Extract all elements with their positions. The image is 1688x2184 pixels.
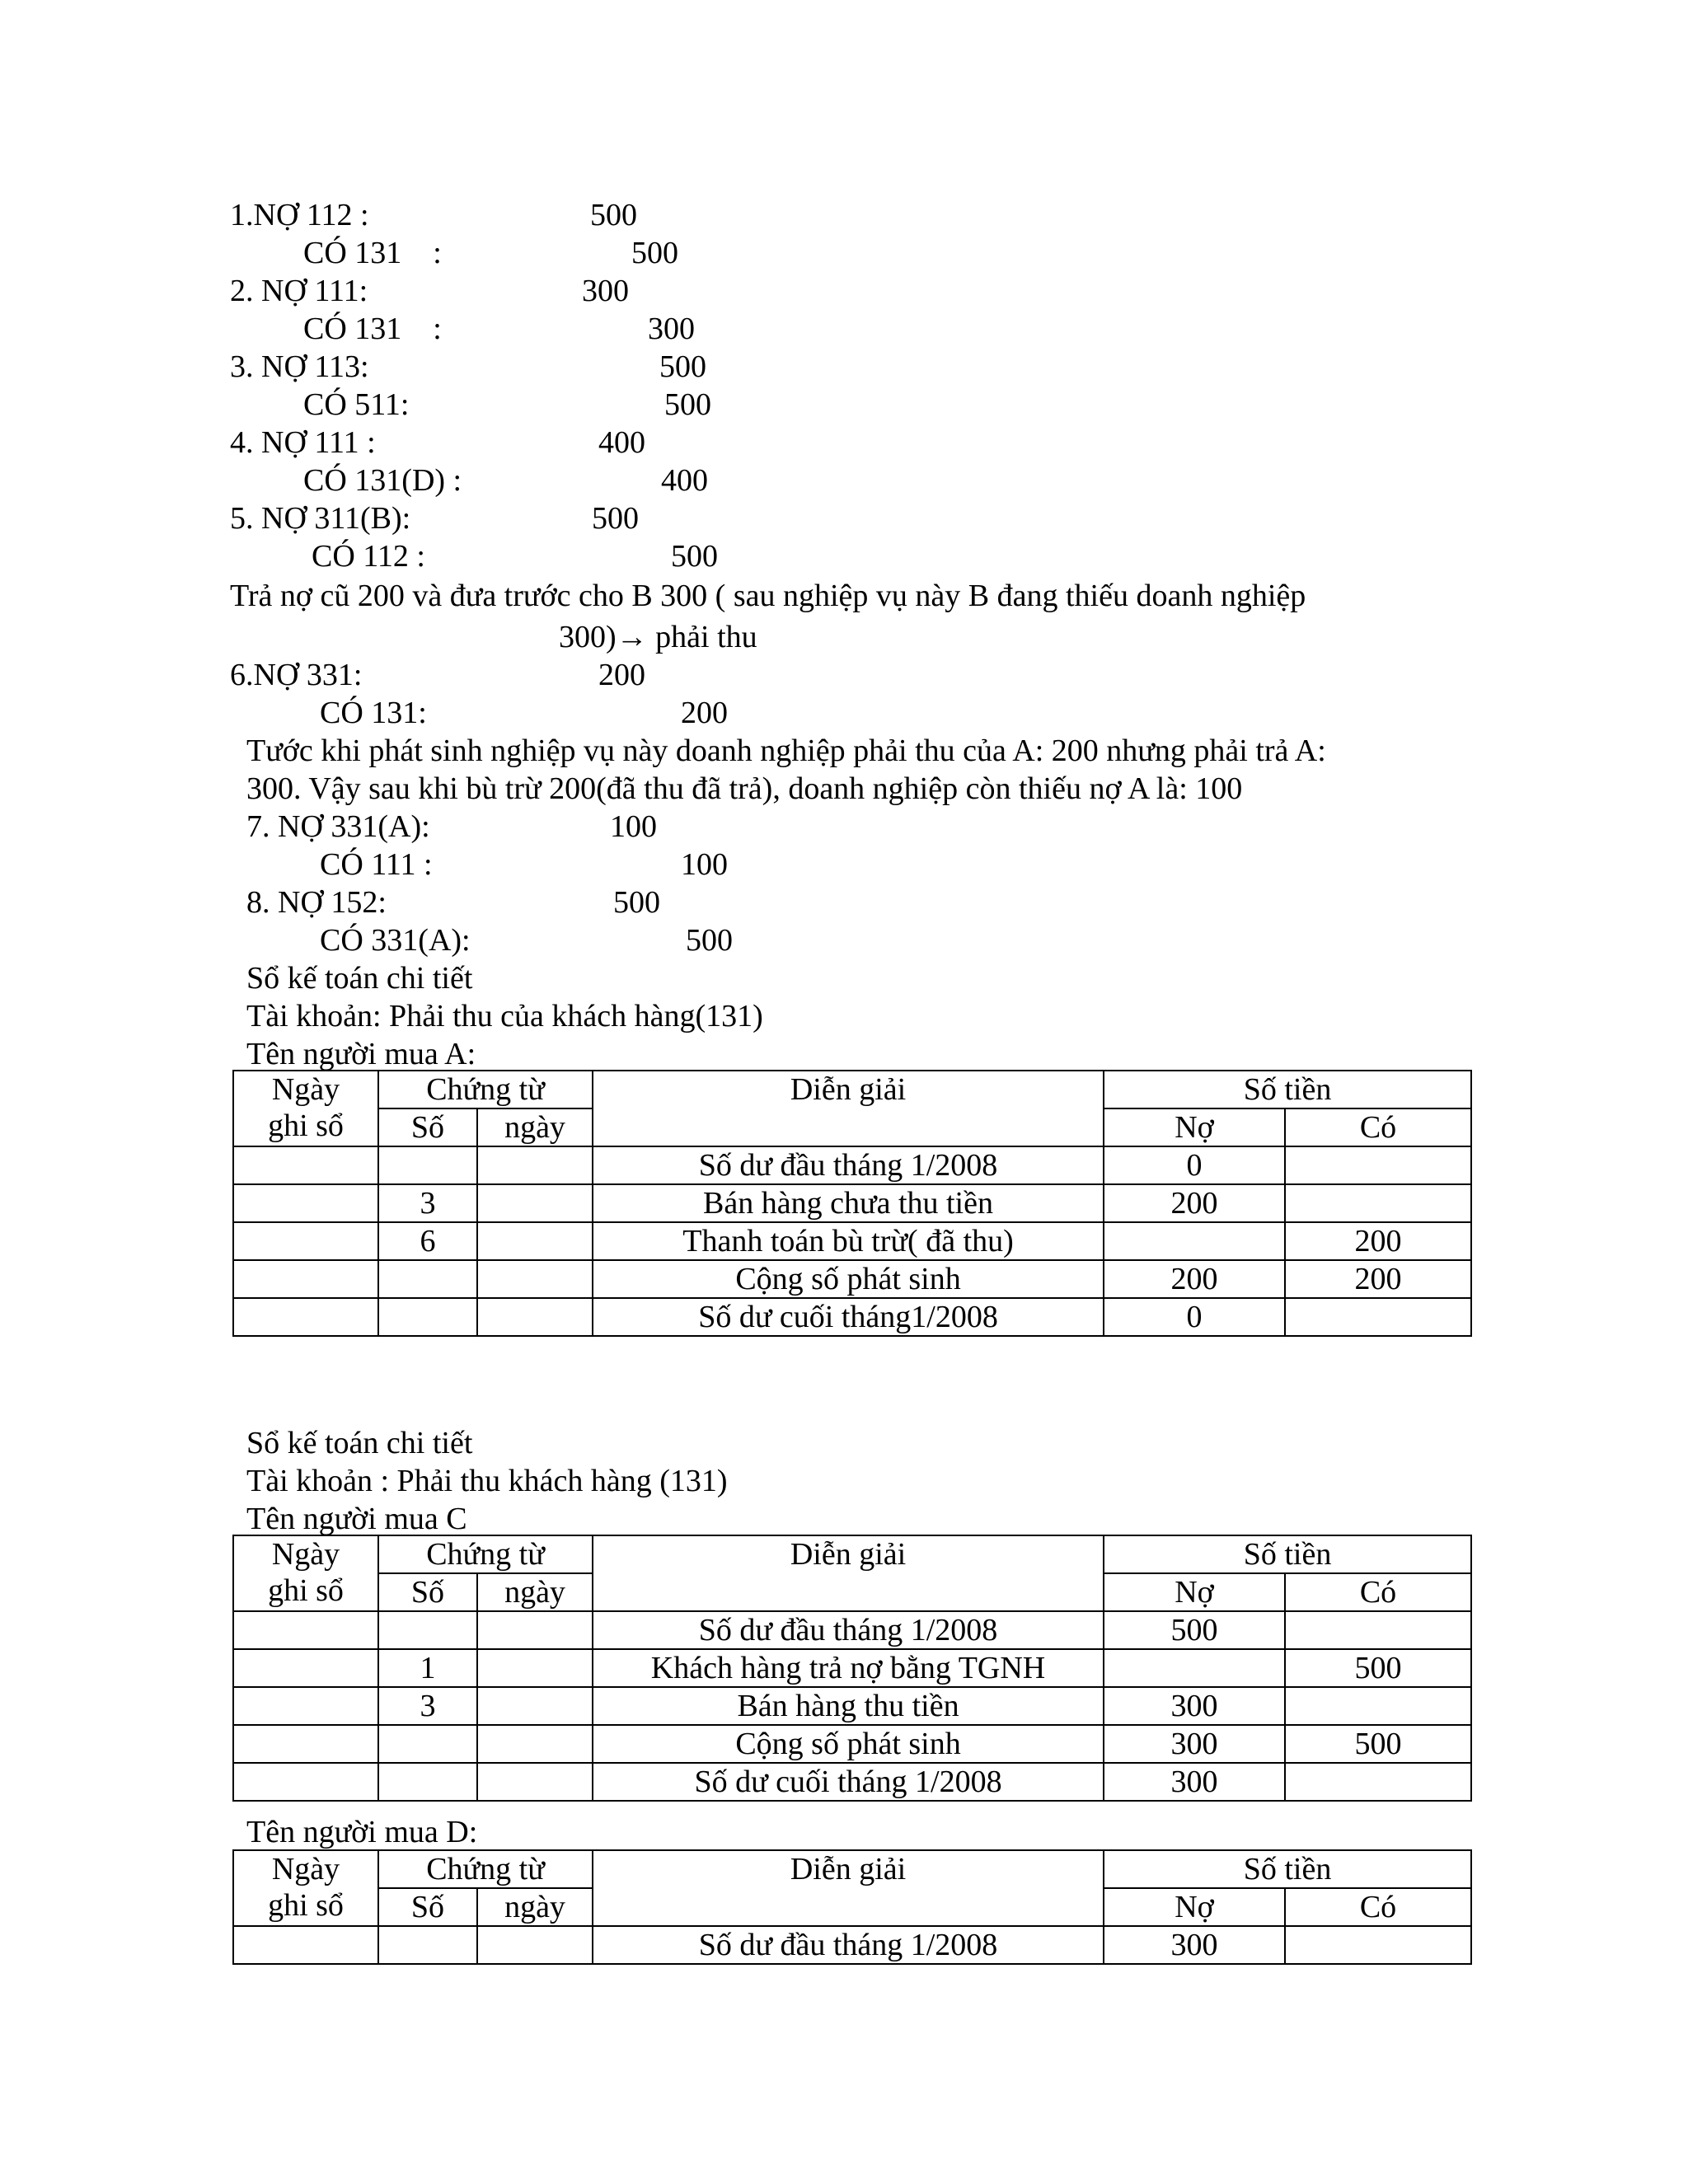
cell-day: [477, 1687, 593, 1725]
header-voucher-date: ngày: [477, 1888, 593, 1926]
header-voucher-date: ngày: [477, 1573, 593, 1611]
cell-no: 3: [378, 1687, 477, 1725]
cell-debit: 200: [1104, 1260, 1285, 1298]
header-credit: Có: [1285, 1888, 1471, 1926]
table-row: [233, 1260, 1471, 1298]
entry-4-debit-label: 4. NỢ 111 :: [230, 425, 376, 460]
cell-debit: 300: [1104, 1687, 1285, 1725]
cell-debit: 300: [1104, 1725, 1285, 1763]
cell-desc: Số dư đầu tháng 1/2008: [593, 1146, 1104, 1184]
cell-date: [233, 1184, 378, 1222]
cell-day: [477, 1649, 593, 1687]
cell-day: [477, 1763, 593, 1801]
cell-credit: 200: [1285, 1222, 1471, 1260]
table-row: [233, 1298, 1471, 1336]
cell-no: 6: [378, 1222, 477, 1260]
section-c-buyer: Tên người mua C: [246, 1502, 467, 1536]
cell-day: [477, 1260, 593, 1298]
header-date-line-2: ghi sổ: [268, 1888, 344, 1923]
entry-5-debit-label: 5. NỢ 311(B):: [230, 501, 411, 536]
cell-date: [233, 1763, 378, 1801]
cell-desc: Số dư đầu tháng 1/2008: [593, 1611, 1104, 1649]
cell-day: [477, 1926, 593, 1964]
cell-date: [233, 1146, 378, 1184]
header-date-line-1: Ngày: [271, 1072, 340, 1107]
header-amount: Số tiền: [1104, 1850, 1471, 1888]
cell-day: [477, 1222, 593, 1260]
cell-no: [378, 1611, 477, 1649]
cell-no: [378, 1926, 477, 1964]
entry-7-debit-label: 7. NỢ 331(A):: [246, 809, 430, 844]
entry-6-credit-label: CÓ 131:: [320, 696, 427, 730]
header-credit: Có: [1285, 1573, 1471, 1611]
cell-credit: 500: [1285, 1725, 1471, 1763]
header-date-line-1: Ngày: [271, 1852, 340, 1886]
cell-day: [477, 1725, 593, 1763]
cell-desc: Cộng số phát sinh: [593, 1725, 1104, 1763]
cell-debit: 0: [1104, 1146, 1285, 1184]
entry-3-credit-label: CÓ 511:: [303, 387, 410, 422]
entry-7-debit-amount: 100: [610, 809, 657, 844]
cell-credit: [1285, 1146, 1471, 1184]
entry-1-debit-label: 1.NỢ 112 :: [230, 198, 369, 232]
entry-8-debit-amount: 500: [613, 885, 660, 920]
section-c-account: Tài khoản : Phải thu khách hàng (131): [246, 1464, 728, 1498]
note-5-line-2: 300)→ phải thu: [559, 620, 757, 654]
header-amount: Số tiền: [1104, 1071, 1471, 1108]
header-date-line-2: ghi sổ: [268, 1573, 344, 1608]
header-voucher: Chứng từ: [378, 1850, 593, 1888]
table-row: [233, 1222, 1471, 1260]
entry-3-credit-amount: 500: [664, 387, 711, 422]
cell-date: [233, 1298, 378, 1336]
entry-5-credit-amount: 500: [671, 539, 718, 574]
cell-date: [233, 1725, 378, 1763]
table-row: [233, 1184, 1471, 1222]
entry-2-credit-label: CÓ 131 :: [303, 312, 442, 346]
header-description: Diễn giải: [593, 1071, 1104, 1146]
cell-date: [233, 1611, 378, 1649]
entry-7-credit-label: CÓ 111 :: [320, 847, 433, 882]
table-row: [233, 1649, 1471, 1687]
entry-1-credit-amount: 500: [631, 236, 678, 270]
section-a-buyer: Tên người mua A:: [246, 1037, 476, 1071]
header-voucher-no: Số: [378, 1888, 477, 1926]
cell-no: [378, 1146, 477, 1184]
entry-1-credit-label: CÓ 131 :: [303, 236, 442, 270]
table-row: [233, 1146, 1471, 1184]
section-d-buyer: Tên người mua D:: [246, 1815, 478, 1849]
cell-debit: 300: [1104, 1763, 1285, 1801]
header-date-line-2: ghi sổ: [268, 1108, 344, 1143]
header-debit: Nợ: [1104, 1573, 1285, 1611]
section-a-title: Sổ kế toán chi tiết: [246, 961, 473, 996]
entry-6-debit-amount: 200: [598, 658, 645, 692]
cell-debit: 0: [1104, 1298, 1285, 1336]
cell-date: [233, 1260, 378, 1298]
cell-no: [378, 1725, 477, 1763]
note-5-line-1: Trả nợ cũ 200 và đưa trước cho B 300 ( sau nghiệp vụ này B đang thiếu doanh nghiệp: [230, 579, 1306, 613]
entry-2-debit-amount: 300: [582, 274, 629, 308]
table-row: [233, 1725, 1471, 1763]
entry-8-credit-amount: 500: [686, 923, 733, 958]
table-row: [233, 1763, 1471, 1801]
entry-2-debit-label: 2. NỢ 111:: [230, 274, 368, 308]
cell-no: [378, 1763, 477, 1801]
cell-no: 3: [378, 1184, 477, 1222]
entry-6-debit-label: 6.NỢ 331:: [230, 658, 363, 692]
entry-6-credit-amount: 200: [681, 696, 728, 730]
cell-debit: 300: [1104, 1926, 1285, 1964]
cell-no: [378, 1260, 477, 1298]
header-voucher-date: ngày: [477, 1108, 593, 1146]
section-a-account: Tài khoản: Phải thu của khách hàng(131): [246, 999, 763, 1033]
ledger-table-d: [232, 1849, 1472, 1965]
entry-3-debit-amount: 500: [659, 349, 706, 384]
cell-desc: Thanh toán bù trừ( đã thu): [593, 1222, 1104, 1260]
header-date: [233, 1850, 378, 1926]
cell-desc: Bán hàng thu tiền: [593, 1687, 1104, 1725]
cell-desc: Cộng số phát sinh: [593, 1260, 1104, 1298]
cell-credit: [1285, 1298, 1471, 1336]
ledger-table-a: [232, 1070, 1472, 1337]
entry-3-debit-label: 3. NỢ 113:: [230, 349, 369, 384]
cell-credit: [1285, 1184, 1471, 1222]
entry-1-debit-amount: 500: [590, 198, 637, 232]
cell-debit: 500: [1104, 1611, 1285, 1649]
header-description: Diễn giải: [593, 1535, 1104, 1611]
header-voucher: Chứng từ: [378, 1535, 593, 1573]
table-row: [233, 1611, 1471, 1649]
cell-date: [233, 1926, 378, 1964]
cell-credit: 200: [1285, 1260, 1471, 1298]
cell-credit: 500: [1285, 1649, 1471, 1687]
cell-date: [233, 1649, 378, 1687]
table-row: [233, 1926, 1471, 1964]
entry-4-debit-amount: 400: [598, 425, 645, 460]
entry-8-debit-label: 8. NỢ 152:: [246, 885, 387, 920]
entry-8-credit-label: CÓ 331(A):: [320, 923, 471, 958]
cell-credit: [1285, 1763, 1471, 1801]
ledger-table-c: [232, 1535, 1472, 1802]
cell-no: 1: [378, 1649, 477, 1687]
cell-desc: Khách hàng trả nợ bằng TGNH: [593, 1649, 1104, 1687]
header-date-line-1: Ngày: [271, 1537, 340, 1572]
entry-7-credit-amount: 100: [681, 847, 728, 882]
header-date: [233, 1535, 378, 1611]
cell-debit: [1104, 1222, 1285, 1260]
section-c-title: Sổ kế toán chi tiết: [246, 1426, 473, 1460]
cell-date: [233, 1687, 378, 1725]
cell-debit: [1104, 1649, 1285, 1687]
header-description: Diễn giải: [593, 1850, 1104, 1926]
cell-desc: Số dư đầu tháng 1/2008: [593, 1926, 1104, 1964]
cell-day: [477, 1298, 593, 1336]
cell-desc: Bán hàng chưa thu tiền: [593, 1184, 1104, 1222]
cell-debit: 200: [1104, 1184, 1285, 1222]
entry-5-debit-amount: 500: [592, 501, 639, 536]
header-voucher: Chứng từ: [378, 1071, 593, 1108]
header-voucher-no: Số: [378, 1108, 477, 1146]
cell-day: [477, 1611, 593, 1649]
cell-desc: Số dư cuối tháng1/2008: [593, 1298, 1104, 1336]
table-row: [233, 1687, 1471, 1725]
cell-credit: [1285, 1687, 1471, 1725]
note-6-line-1: Tước khi phát sinh nghiệp vụ này doanh nghiệp phải thu của A: 200 nhưng phải trả A:: [246, 733, 1326, 768]
entry-5-credit-label: CÓ 112 :: [312, 539, 425, 574]
table-header-row: [233, 1850, 1471, 1888]
table-header-row: [233, 1535, 1471, 1573]
entry-4-credit-label: CÓ 131(D) :: [303, 463, 462, 498]
cell-no: [378, 1298, 477, 1336]
table-header-row: [233, 1071, 1471, 1108]
header-debit: Nợ: [1104, 1888, 1285, 1926]
cell-credit: [1285, 1926, 1471, 1964]
entry-2-credit-amount: 300: [648, 312, 695, 346]
header-amount: Số tiền: [1104, 1535, 1471, 1573]
header-credit: Có: [1285, 1108, 1471, 1146]
header-date: [233, 1071, 378, 1146]
cell-desc: Số dư cuối tháng 1/2008: [593, 1763, 1104, 1801]
header-debit: Nợ: [1104, 1108, 1285, 1146]
cell-day: [477, 1146, 593, 1184]
header-voucher-no: Số: [378, 1573, 477, 1611]
cell-date: [233, 1222, 378, 1260]
note-6-line-2: 300. Vậy sau khi bù trừ 200(đã thu đã trả), doanh nghiệp còn thiếu nợ A là: 100: [246, 771, 1243, 806]
entry-4-credit-amount: 400: [661, 463, 708, 498]
cell-credit: [1285, 1611, 1471, 1649]
cell-day: [477, 1184, 593, 1222]
